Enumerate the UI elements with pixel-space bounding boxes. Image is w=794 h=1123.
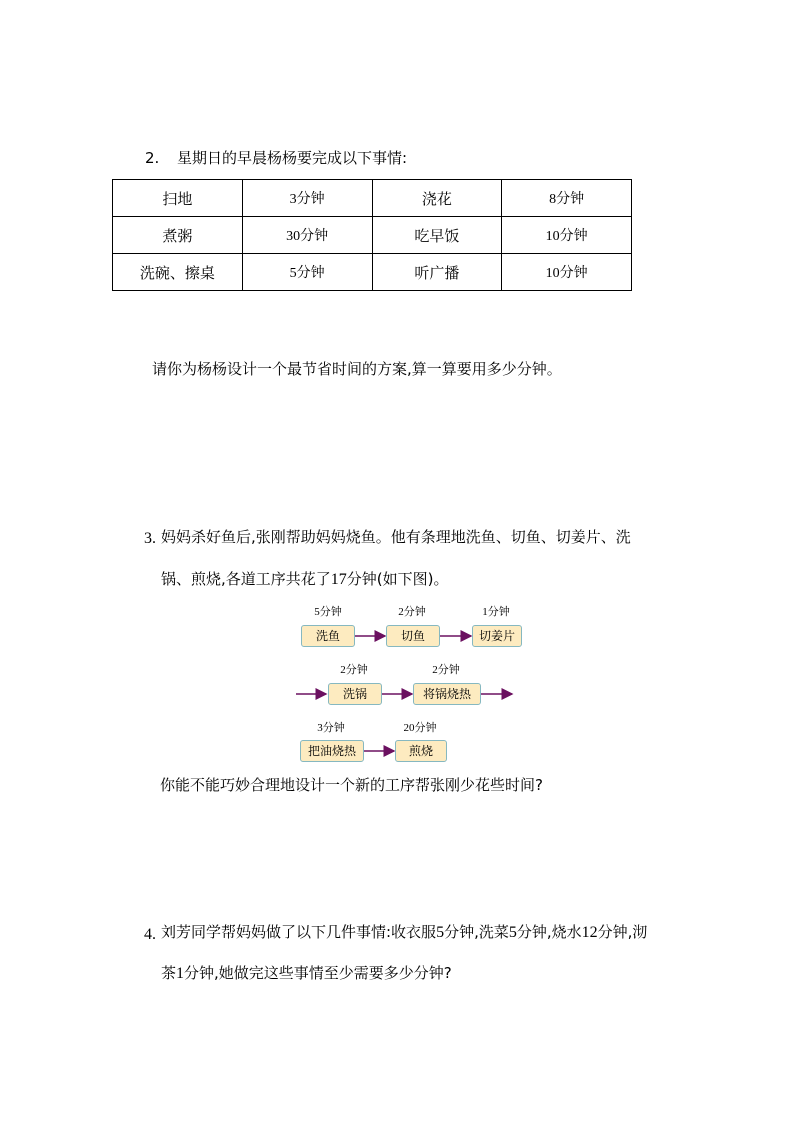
q4-text: 分钟,烧水 [516,923,582,941]
q4-line1 [161,922,647,943]
q3-line2-b: 分钟(如下图)。 [346,570,449,588]
step-fry: 煎烧 [395,740,447,762]
q2-number: 2. [145,149,160,167]
task-time: 10分钟 [502,254,632,291]
step-time: 2分钟 [340,664,368,676]
task-time: 3分钟 [242,180,372,217]
step-heat-pot: 将锅烧热 [413,683,481,705]
step-time: 2分钟 [432,664,460,676]
step-heat-oil: 把油烧热 [300,740,364,762]
q4-text: 刘芳同学帮妈妈做了以下几件事情:收衣服 [161,923,437,941]
step-wash-pot: 洗锅 [328,683,382,705]
q2-intro: 星期日的早晨杨杨要完成以下事情: [177,149,408,167]
q2-question: 请你为杨杨设计一个最节省时间的方案,算一算要用多少分钟。 [152,360,562,378]
task-name: 洗碗、擦桌 [113,254,243,291]
task-time: 8分钟 [502,180,632,217]
q3-line2-a: 锅、煎烧,各道工序共花了 [161,570,331,588]
task-time: 10分钟 [502,217,632,254]
q4-number: 4. [144,926,156,943]
q3-question: 你能不能巧妙合理地设计一个新的工序帮张刚少花些时间? [160,776,543,794]
q3-number: 3. [144,530,156,547]
step-time: 2分钟 [398,606,426,618]
task-name: 扫地 [113,180,243,217]
q4-text: 分钟,沏 [597,923,648,941]
step-time: 5分钟 [314,606,342,618]
step-time: 1分钟 [482,606,510,618]
q3-total-minutes: 17 [330,571,347,588]
task-name: 煮粥 [113,217,243,254]
step-cut-fish: 切鱼 [386,625,440,647]
q4-text: 分钟,她做完这些事情至少需要多少分钟? [184,964,452,982]
step-slice-ginger: 切姜片 [472,625,522,647]
q3-line1: 妈妈杀好鱼后,张刚帮助妈妈烧鱼。他有条理地洗鱼、切鱼、切姜片、洗 [161,528,631,546]
step-wash-fish: 洗鱼 [301,625,355,647]
q4-minutes: 12 [581,924,598,941]
task-name: 浇花 [372,180,502,217]
task-name: 听广播 [372,254,502,291]
q4-minutes: 5 [508,924,517,941]
q4-text: 分钟,洗菜 [444,923,509,941]
q4-line2 [161,963,452,984]
step-time: 3分钟 [317,722,345,734]
task-name: 吃早饭 [372,217,502,254]
task-time: 5分钟 [242,254,372,291]
q4-minutes: 1 [176,965,185,982]
step-time: 20分钟 [403,722,437,734]
q4-minutes: 5 [436,924,445,941]
q4-text: 茶 [161,964,177,982]
task-time: 30分钟 [242,217,372,254]
